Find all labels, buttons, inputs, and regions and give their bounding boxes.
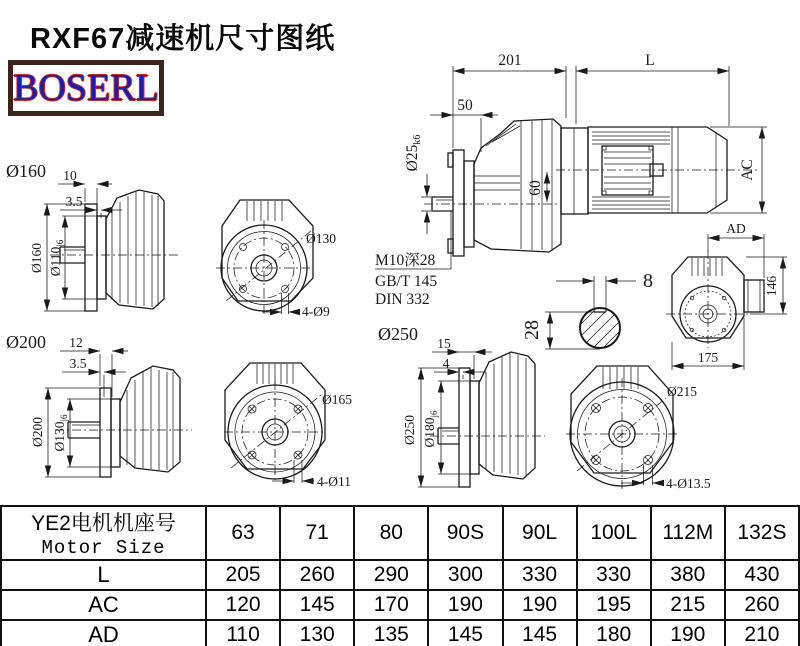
cell-L: 300 (428, 560, 502, 590)
row-label-L: L (1, 560, 206, 590)
note-thread: M10深28 (375, 252, 436, 269)
table-row-AC (1, 590, 799, 620)
cell-AC: 215 (651, 590, 725, 620)
header-motor-size (1, 506, 206, 560)
cell-AC: 190 (428, 590, 502, 620)
cell-L: 290 (354, 560, 428, 590)
col-header: 63 (206, 506, 280, 560)
view-flange200-front (224, 363, 352, 489)
cell-L: 430 (725, 560, 799, 590)
col-header: 71 (280, 506, 354, 560)
dim-holes9-label: 4-Ø9 (302, 304, 330, 319)
note-gb: GB/T 145 (375, 273, 438, 290)
cell-AD: 145 (503, 620, 577, 646)
view-shaft-section (521, 270, 653, 355)
cell-L: 380 (651, 560, 725, 590)
dim-201-label: 201 (498, 52, 522, 69)
col-header: 90S (428, 506, 502, 560)
cell-L: 330 (577, 560, 651, 590)
dim-AC-label: AC (739, 159, 756, 181)
dim-spigot110-label: $Ø110_{j6}$ (48, 239, 65, 277)
cell-AD: 190 (651, 620, 725, 646)
dim-spigot130-label: $Ø130_{j6}$ (52, 414, 69, 452)
cell-L: 260 (280, 560, 354, 590)
col-header: 80 (354, 506, 428, 560)
cell-L: 330 (503, 560, 577, 590)
col-header: 132S (725, 506, 799, 560)
table-row-AD (1, 620, 799, 646)
header-motor-size-cn: YE2电机机座号 (31, 512, 176, 535)
dim-od160-label: Ø160 (29, 243, 44, 273)
dim-spigot180-label: $Ø180_{j6}$ (422, 410, 439, 448)
note-din: DIN 332 (375, 291, 430, 308)
section-label-250: Ø250 (378, 324, 418, 344)
section-label-200: Ø200 (6, 332, 46, 352)
cell-AC: 190 (503, 590, 577, 620)
cell-AD: 130 (280, 620, 354, 646)
page-title: RXF67减速机尺寸图纸 (30, 23, 336, 55)
col-header: 90L (503, 506, 577, 560)
dim-10-label: 10 (63, 168, 77, 183)
view-flange250-front (566, 366, 711, 491)
col-header: 112M (651, 506, 725, 560)
cell-AC: 120 (206, 590, 280, 620)
dim-AD-label: AD (726, 221, 746, 236)
cell-AD: 110 (206, 620, 280, 646)
cell-AC: 145 (280, 590, 354, 620)
logo-text: BOSERL (13, 67, 159, 109)
dim-4-label: 4 (442, 356, 450, 371)
dim-holes135-label: 4-Ø13.5 (666, 476, 711, 491)
cell-L: 205 (206, 560, 280, 590)
dim-shaft-label: Ø25k6 (404, 134, 423, 172)
view-flange250-side (378, 324, 545, 487)
dim-15-label: 15 (437, 336, 451, 351)
section-label-160: Ø160 (6, 161, 46, 181)
dim-175-label: 175 (697, 350, 719, 365)
cell-AD: 145 (428, 620, 502, 646)
spec-table (0, 505, 800, 646)
cell-AD: 135 (354, 620, 428, 646)
dim-bc215-label: Ø215 (667, 384, 697, 399)
dim-holes11-label: 4-Ø11 (317, 474, 351, 489)
dim-bc165-label: Ø165 (322, 392, 352, 407)
dim-bc130-label: Ø130 (306, 231, 336, 246)
dim-28-label: 28 (521, 320, 543, 340)
dim-35-label: 3.5 (65, 194, 83, 209)
dim-60-label: 60 (527, 180, 544, 196)
dim-50-label: 50 (457, 97, 473, 114)
dim-8-label: 8 (643, 270, 653, 292)
cell-AC: 170 (354, 590, 428, 620)
dim-od200-label: Ø200 (30, 417, 45, 447)
cell-AD: 180 (577, 620, 651, 646)
view-flange160-front (216, 200, 336, 319)
dim-od250-label: Ø250 (402, 415, 417, 445)
cell-AD: 210 (725, 620, 799, 646)
table-row-L (1, 560, 799, 590)
dim-35b-label: 3.5 (69, 356, 87, 371)
cell-AC: 195 (577, 590, 651, 620)
view-flange200-side (6, 332, 192, 477)
dim-146-label: 146 (764, 275, 779, 297)
dim-L-label: L (645, 52, 655, 69)
header-motor-size-en: Motor Size (41, 537, 166, 559)
col-header: 100L (577, 506, 651, 560)
cell-AC: 260 (725, 590, 799, 620)
table-header-row (1, 506, 799, 560)
view-motor-top (666, 221, 787, 370)
dim-12-label: 12 (69, 335, 83, 350)
view-flange160-side (6, 161, 178, 311)
row-label-AD: AD (1, 620, 206, 646)
row-label-AC: AC (1, 590, 206, 620)
